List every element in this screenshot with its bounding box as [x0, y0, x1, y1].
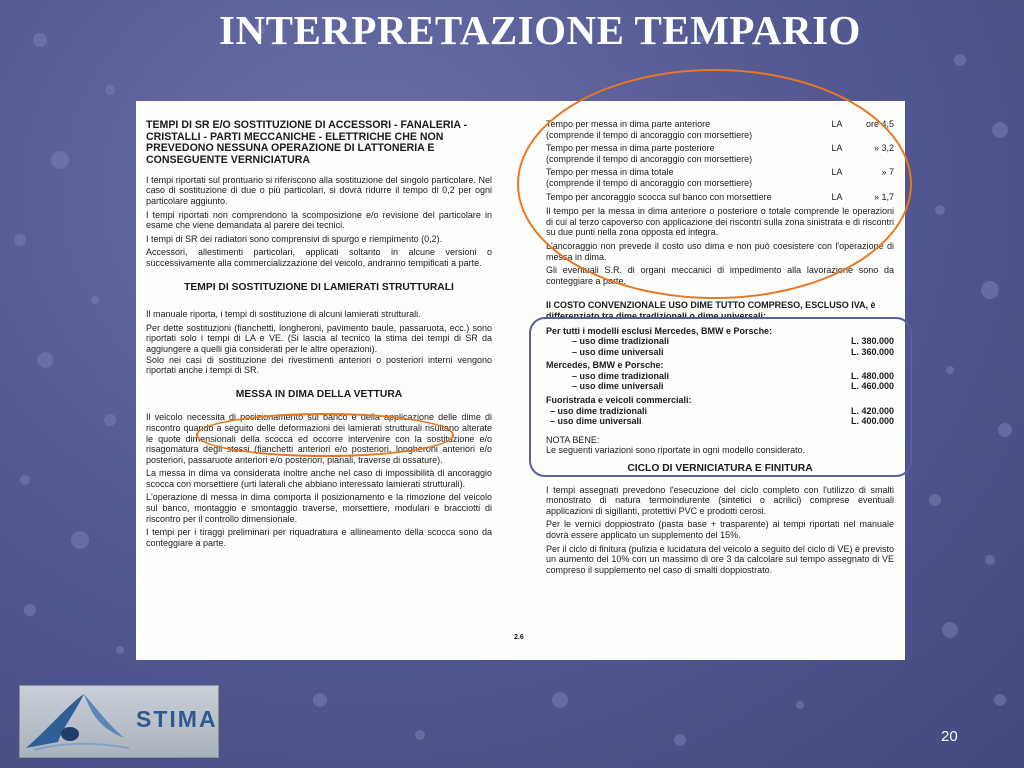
- dima-time-label: Tempo per ancoraggio scocca sul banco con morsettiere: [546, 191, 772, 202]
- right-paragraph-2: L'ancoraggio non prevede il costo uso dima e non può coesistere con l'operazione di messa in dima.: [546, 240, 894, 262]
- annotation-box-costs: [529, 317, 912, 477]
- right-paragraph-1: Il tempo per la messa in dima anteriore o posteriore o totale comprende le operazioni di cui al terzo capoverso con applicazione dei riscontri sulla zona sinistrata e di riscontri su due punti nella zona opposta ed integra.: [546, 206, 894, 238]
- left-paragraph-4: Accessori, allestimenti particolari, applicati soltanto in alcune versioni o successivamente alla commercializzazione del veicolo, andranno tempificati a parte.: [146, 247, 492, 268]
- cost-row-price: L. 400.000: [850, 416, 894, 427]
- dima-time-sub: (comprende il tempo di ancoraggio con morsettiere): [546, 129, 753, 140]
- cost-row-label: – uso dime universali: [572, 346, 664, 357]
- nota-bene-label: NOTA BENE:: [546, 434, 600, 445]
- slide-page-number: 20: [941, 728, 958, 745]
- dima-time-sub: (comprende il tempo di ancoraggio con morsettiere): [546, 177, 753, 188]
- cost-row-label: – uso dime tradizionali: [572, 370, 670, 381]
- lamierati-paragraph-3: Solo nei casi di sostituzione dei rivestimenti anteriori o posteriori interni vengono riportati anche i tempi di SR.: [146, 354, 492, 376]
- left-paragraph-3: I tempi di SR dei radiatori sono comprensivi di spurgo e riempimento (0,2).: [146, 233, 443, 244]
- verniciatura-paragraph-1: I tempi assegnati prevedono l'esecuzione del ciclo completo con l'utilizzo di smalti monostrato di natura termoindurente (sintetici o acrilici) comprese eventuali applicazioni di sigillanti, protettivi PVC e prodotti cerosi.: [546, 484, 894, 516]
- dima-time-value: » 1,7: [873, 191, 894, 202]
- annotation-ellipse-dima-times: [517, 69, 912, 299]
- cost-group-title: Per tutti i modelli esclusi Mercedes, BMW e Porsche:: [546, 325, 773, 336]
- cost-row-price: L. 480.000: [850, 370, 894, 381]
- left-column: [146, 120, 492, 551]
- dima-time-label: Tempo per messa in dima parte posteriore: [546, 143, 715, 154]
- dima-time-value: » 7: [881, 167, 894, 178]
- cost-row-price: L. 360.000: [850, 346, 894, 357]
- left-main-heading: TEMPI DI SR E/O SOSTITUZIONE DI ACCESSORI - FANALERIA - CRISTALLI - PARTI MECCANICHE - ELETTRICHE CHE NON PREVEDONO NESSUNA OPERAZIONE DI LATTONERIA E CONSEGUENTE VERNICIATURA: [146, 119, 468, 167]
- lamierati-paragraph-1: Il manuale riporta, i tempi di sostituzione di alcuni lamierati strutturali.: [146, 309, 421, 320]
- lamierati-heading: TEMPI DI SOSTITUZIONE DI LAMIERATI STRUTTURALI: [184, 281, 454, 293]
- logo-text: STIMA: [136, 706, 218, 732]
- left-paragraph-1: I tempi riportati sul prontuario si riferiscono alla sostituzione del singolo particolare. Nel caso di sostituzione di due o più particolari, si dovrà ridurre il tempo di 0,2 per ogni particolare aggiunto.: [146, 174, 492, 206]
- verniciatura-heading: CICLO DI VERNICIATURA E FINITURA: [627, 463, 813, 475]
- verniciatura-paragraph-2: Per le vernici doppiostrato (pasta base + trasparente) ai tempi riportati nel manuale dovrà essere applicato un supplemento del 15%.: [546, 519, 894, 540]
- cost-row-label: – uso dime tradizionali: [572, 336, 670, 347]
- cost-row-label: – uso dime universali: [550, 416, 642, 427]
- dima-time-label: Tempo per messa in dima totale: [546, 167, 674, 178]
- dima-paragraph-1: Il veicolo necessita di posizionamento sul banco e della applicazione delle dime di riscontro quando a seguito delle deformazioni dei lamierati strutturali risultano alterate le quote dimensionali della scocca ed occorre intervenire con la sostituzione e/o risagomatura degli stessi (fianchetti anteriori e/o posteriori, longheroni anteriori e/o posteriori, passaruote anteriori e/o posteriori, pianali, traverse di ossature).: [146, 412, 492, 465]
- slide-title: INTERPRETAZIONE TEMPARIO: [219, 7, 861, 53]
- cost-row-price: L. 460.000: [850, 381, 894, 392]
- nota-bene-text: Le seguenti variazioni sono riportate in ogni modello considerato.: [546, 445, 806, 456]
- dima-time-label: Tempo per messa in dima parte anteriore: [546, 119, 711, 129]
- right-paragraph-3: Gli eventuali S.R. di organi meccanici di impedimento alla lavorazione sono da conteggiare a parte.: [546, 265, 894, 286]
- lamierati-paragraph-2: Per dette sostituzioni (fianchetti, longheroni, pavimento baule, passaruota, ecc.) sono riportati solo i tempi di LA e VE. (Si lascia al tecnico la stima dei tempi di SR da aggiungere a quelli già considerati per le altre operazioni).: [146, 322, 492, 354]
- left-paragraph-2: I tempi riportati non comprendono la scomposizione e/o revisione del particolare in esame che viene demandata al parere dei tecnici.: [146, 209, 492, 231]
- cost-row-price: L. 420.000: [850, 405, 894, 416]
- cost-group-title: Fuoristrada e veicoli commerciali:: [546, 395, 692, 406]
- logo-mark-icon: [24, 686, 134, 756]
- dima-paragraph-3: L'operazione di messa in dima comporta il posizionamento e la rimozione del veicolo sul banco, montaggio e smontaggio traverse, morsettiere, modulari e bracciotti di riscontro per il controllo dimensionale.: [146, 492, 492, 524]
- dima-time-op: LA: [831, 191, 843, 202]
- cost-heading: Il COSTO CONVENZIONALE USO DIME TUTTO COMPRESO, ESCLUSO IVA, è differenziato tra dime tradizionali o dime universali:: [546, 300, 876, 321]
- dima-time-op: LA: [831, 119, 843, 129]
- messa-in-dima-heading: MESSA IN DIMA DELLA VETTURA: [235, 388, 403, 400]
- dima-time-op: LA: [831, 143, 843, 154]
- dima-time-sub: (comprende il tempo di ancoraggio con morsettiere): [546, 153, 753, 164]
- dima-time-value: ore 4,5: [865, 119, 894, 129]
- cost-row-label: – uso dime tradizionali: [550, 405, 648, 416]
- dima-paragraph-4: I tempi per i tiraggi preliminari per riquadratura e allineamento della scocca sono da conteggiare a parte.: [146, 527, 492, 548]
- dima-paragraph-2: La messa in dima va considerata inoltre anche nel caso di impossibilità di ancoraggio scocca con morsettiere (urti laterali che abbiano interessato lamierati strutturali).: [146, 468, 492, 489]
- dima-time-value: » 3,2: [873, 143, 894, 154]
- cost-row-price: L. 380.000: [850, 336, 894, 347]
- document-page-label: 2.6: [514, 634, 524, 641]
- dima-time-op: LA: [831, 167, 843, 178]
- stima-logo: [19, 685, 219, 758]
- cost-row-label: – uso dime universali: [572, 381, 664, 392]
- annotation-ellipse-messa-in-dima: [196, 413, 454, 457]
- verniciatura-paragraph-3: Per il ciclo di finitura (pulizia e lucidatura del veicolo a seguito del ciclo di VE) è previsto un aumento del 10% con un massimo di ore 3 da calcolare sul tempo assegnato di VE compreso il supplemento nel caso di smalti doppiostrato.: [546, 543, 894, 575]
- cost-group-title: Mercedes, BMW e Porsche:: [546, 360, 664, 371]
